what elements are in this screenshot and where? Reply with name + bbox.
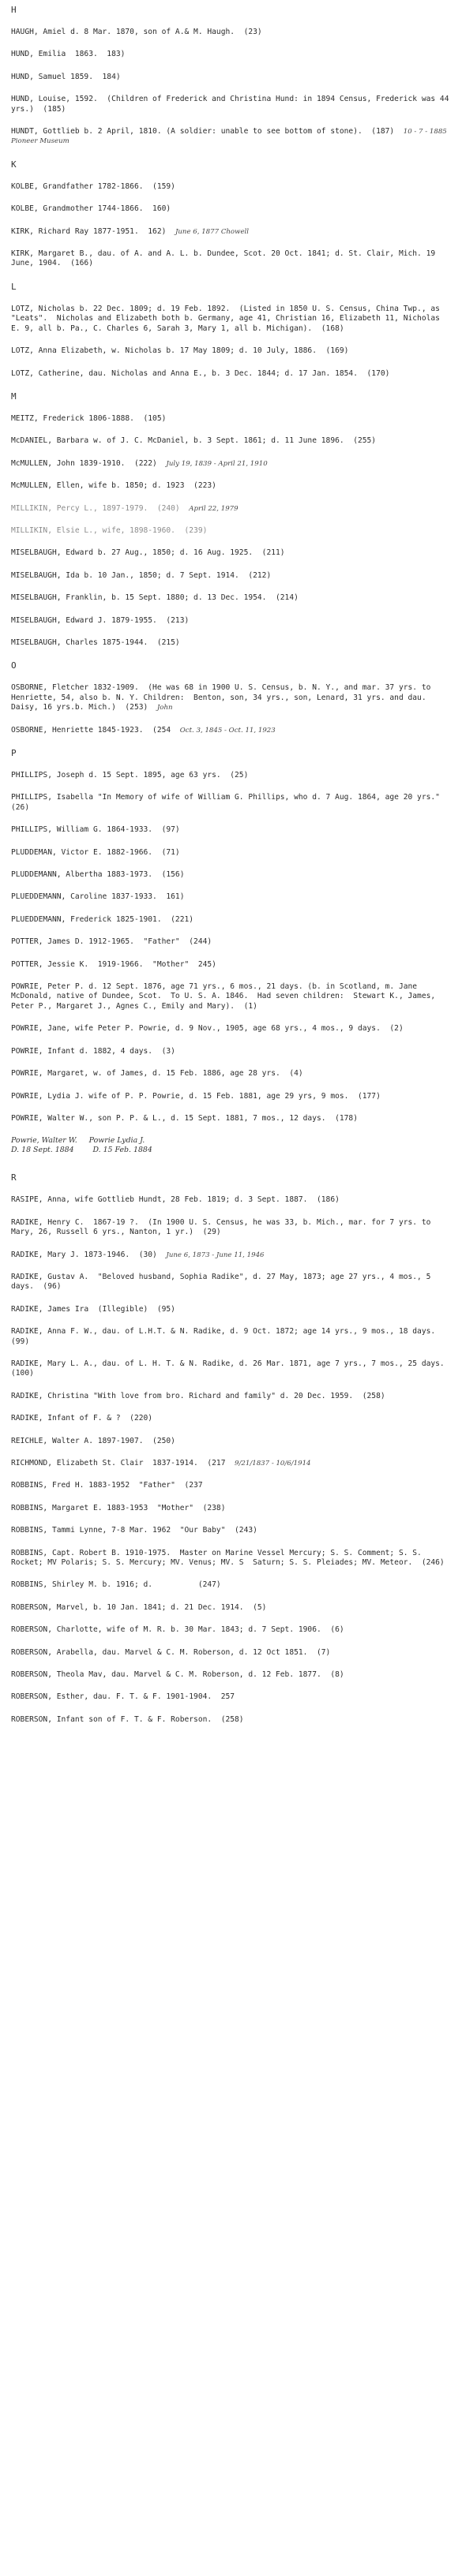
record-entry: [11, 1437, 453, 1446]
record-text: RADIKE, Infant of F. & ? (220): [11, 1414, 153, 1423]
section-letter: K: [11, 159, 17, 170]
record-text: RADIKE, Henry C. 1867-19 ?. (In 1900 U. S. Census, he was 33, b. Mich., mar. for 7 yrs. to Mary, 26, Russell 6 yrs., Nanton, 1 yr.) (29): [11, 1217, 436, 1237]
record-text: RADIKE, Christina "With love from bro. Richard and family" d. 20 Dec. 1959. (258): [11, 1391, 385, 1400]
record-entry: [11, 481, 453, 491]
record-text: RICHMOND, Elizabeth St. Clair 1837-1914. (217: [11, 1459, 226, 1467]
record-text: McMULLEN, John 1839-1910. (222): [11, 458, 157, 468]
record-text: ROBERSON, Marvel, b. 10 Jan. 1841; d. 21 Dec. 1914. (5): [11, 1602, 267, 1612]
record-entry: [11, 1069, 453, 1079]
record-entry: [11, 1526, 453, 1535]
record-entry: [11, 127, 453, 147]
record-text: ROBERSON, Arabella, dau. Marvel & C. M. Roberson, d. 12 Oct 1851. (7): [11, 1647, 331, 1657]
record-text: HUND, Samuel 1859. 184): [11, 72, 121, 81]
record-text: PHILLIPS, William G. 1864-1933. (97): [11, 825, 180, 835]
record-entry: [11, 1459, 453, 1468]
record-entry: [11, 414, 453, 424]
record-entry: [11, 526, 453, 536]
record-entry: [11, 50, 453, 59]
record-text: ROBBINS, Tammi Lynne, 7-8 Mar. 1962 "Our Baby" (243): [11, 1526, 257, 1535]
record-entry: [11, 204, 453, 214]
record-entry: [11, 548, 453, 558]
record-entry: [11, 937, 453, 947]
record-entry: [11, 182, 453, 192]
record-entry: [11, 1195, 453, 1205]
record-text: LOTZ, Catherine, dau. Nicholas and Anna E., b. 3 Dec. 1844; d. 17 Jan. 1854. (170): [11, 368, 390, 378]
record-entry: [11, 1092, 453, 1101]
handwritten-note: July 19, 1839 - April 21, 1910: [166, 459, 268, 468]
record-text: POWRIE, Peter P. d. 12 Sept. 1876, age 71 yrs., 6 mos., 21 days. (b. in Scotland, m. Jane McDonald, native of Dundee, Scot. To U. S. A. 1846. Had seven children: Stewart K., James, Peter P., Margaret J., Agnes C., Emily and Mary). (1): [11, 982, 440, 1011]
handwritten-note: June 6, 1877 Chowell: [175, 227, 250, 236]
record-text: POWRIE, Walter W., son P. P. & L., d. 15 Sept. 1881, 7 mos., 12 days. (178): [11, 1113, 358, 1123]
record-text: RASIPE, Anna, wife Gottlieb Hundt, 28 Feb. 1819; d. 3 Sept. 1887. (186): [11, 1195, 340, 1205]
record-text: ROBBINS, Shirley M. b. 1916; d. (247): [11, 1580, 221, 1590]
record-entry: [11, 1715, 453, 1725]
record-text: REICHLE, Walter A. 1897-1907. (250): [11, 1436, 175, 1445]
record-text: MEITZ, Frederick 1806-1888. (105): [11, 413, 167, 423]
record-entry: [11, 870, 453, 880]
record-entry: [11, 793, 453, 813]
handwritten-note: 9/21/1837 - 10/6/1914: [235, 1460, 311, 1467]
record-entry: [11, 305, 453, 334]
record-entry: [11, 825, 453, 835]
record-text: ROBBINS, Fred H. 1883-1952 "Father" (237: [11, 1481, 203, 1490]
section-letter: O: [11, 660, 17, 671]
record-text: PLUEDDEMANN, Caroline 1837-1933. 161): [11, 892, 185, 902]
record-entry: [11, 960, 453, 970]
record-entry: [11, 1481, 453, 1490]
section-letter: L: [11, 281, 17, 292]
record-text: MILLIKIN, Percy L., 1897-1979. (240): [11, 503, 180, 513]
record-entry: [11, 346, 453, 356]
section-letter: P: [11, 748, 17, 758]
record-text: MILLIKIN, Elsie L., wife, 1898-1960. (239): [11, 525, 208, 535]
record-text: POTTER, Jessie K. 1919-1966. "Mother" 245): [11, 959, 216, 969]
record-entry: [11, 638, 453, 648]
record-entry: [11, 1603, 453, 1613]
record-text: POTTER, James D. 1912-1965. "Father" (244): [11, 937, 212, 947]
record-entry: [11, 1549, 453, 1568]
record-text: LOTZ, Anna Elizabeth, w. Nicholas b. 17 May 1809; d. 10 July, 1886. (169): [11, 346, 349, 356]
record-entry: [11, 249, 453, 269]
record-text: KOLBE, Grandfather 1782-1866. (159): [11, 181, 175, 191]
record-entry: [11, 95, 453, 114]
record-text: HUND, Emilia 1863. 183): [11, 50, 126, 59]
record-entry: [11, 1114, 453, 1123]
record-text: RADIKE, Mary J. 1873-1946. (30): [11, 1250, 157, 1259]
record-text: ROBBINS, Capt. Robert B. 1910-1975. Master on Marine Vessel Mercury; S. S. Comment; S. S. Rocket; MV Polaris; S. S. Mercury; MV. Venus; MV. S Saturn; S. S. Pleiades; MV. Meteor. (246): [11, 1548, 445, 1568]
record-entry: [11, 227, 453, 237]
record-text: POWRIE, Margaret, w. of James, d. 15 Feb. 1886, age 28 yrs. (4): [11, 1069, 303, 1079]
record-entry: [11, 1580, 453, 1590]
record-text: MISELBAUGH, Ida b. 10 Jan., 1850; d. 7 Sept. 1914. (212): [11, 570, 272, 580]
record-entry: [11, 1327, 453, 1347]
record-entry: [11, 982, 453, 1011]
record-entry: [11, 504, 453, 514]
record-entry: [11, 1392, 453, 1401]
handwritten-note: June 6, 1873 - June 11, 1946: [166, 1251, 265, 1259]
record-text: HAUGH, Amiel d. 8 Mar. 1870, son of A.& M. Haugh. (23): [11, 28, 262, 36]
record-text: OSBORNE, Henriette 1845-1923. (254: [11, 725, 171, 735]
record-entry: [11, 616, 453, 626]
section-letter: H: [11, 5, 17, 15]
record-text: MISELBAUGH, Edward b. 27 Aug., 1850; d. 16 Aug. 1925. (211): [11, 548, 285, 558]
record-entry: [11, 436, 453, 446]
record-entry: [11, 593, 453, 603]
handwritten-note: April 22, 1979: [189, 504, 239, 513]
record-entry: [11, 1273, 453, 1292]
record-text: POWRIE, Infant d. 1882, 4 days. (3): [11, 1046, 175, 1056]
record-entry: [11, 915, 453, 925]
record-entry: [11, 1024, 453, 1034]
record-text: RADIKE, Anna F. W., dau. of L.H.T. & N. Radike, d. 9 Oct. 1872; age 14 yrs., 9 mos., 18 days. (99): [11, 1327, 445, 1346]
record-text: OSBORNE, Fletcher 1832-1909. (He was 68 in 1900 U. S. Census, b. N. Y., and mar. 37 yrs. to Henriette, 54, also b. N. Y. Children: Benton, son, 34 yrs., son, Lenard, 31 yrs. and dau. Daisy, 16 yrs.b. Mich.) (253): [11, 683, 436, 712]
record-text: ROBERSON, Charlotte, wife of M. R. b. 30 Mar. 1843; d. 7 Sept. 1906. (6): [11, 1625, 344, 1635]
record-entry: [11, 28, 453, 37]
record-text: KOLBE, Grandmother 1744-1866. 160): [11, 204, 171, 214]
document-page: [11, 5, 453, 1737]
record-entry: [11, 1648, 453, 1658]
section-letter: M: [11, 391, 17, 402]
record-entry: [11, 1218, 453, 1238]
record-text: MISELBAUGH, Charles 1875-1944. (215): [11, 637, 180, 647]
handwritten-annotation: Powrie, Walter W. Powrie Lydia J. D. 18 Sept. 1884 D. 15 Feb. 1884: [11, 1136, 152, 1155]
record-text: ROBERSON, Infant son of F. T. & F. Roberson. (258): [11, 1714, 244, 1724]
record-entry: [11, 1047, 453, 1056]
record-text: PLUDDEMANN, Albertha 1883-1973. (156): [11, 870, 185, 880]
record-entry: [11, 848, 453, 858]
record-entry: [11, 683, 453, 712]
record-text: RADIKE, James Ira (Illegible) (95): [11, 1304, 175, 1314]
record-entry: [11, 1359, 453, 1379]
record-entry: [11, 73, 453, 82]
record-entry: [11, 892, 453, 902]
record-text: MISELBAUGH, Franklin, b. 15 Sept. 1880; d. 13 Dec. 1954. (214): [11, 593, 299, 603]
record-entry: [11, 459, 453, 469]
record-entry: [11, 571, 453, 581]
record-text: LOTZ, Nicholas b. 22 Dec. 1809; d. 19 Feb. 1892. (Listed in 1850 U. S. Census, China Twp., as "Leats". Nicholas and Elizabeth both b. Germany, age 41, Christian 16, Elizabeth 11, Nicholas E. 9, all b. Pa., C. Charles 6, Sarah 3, Mary 1, all b. Michigan). (168): [11, 304, 445, 333]
handwritten-note: Oct. 3, 1845 - Oct. 11, 1923: [179, 726, 276, 735]
record-text: RADIKE, Gustav A. "Beloved husband, Sophia Radike", d. 27 May, 1873; age 27 yrs., 4 mos., 5 days. (96): [11, 1272, 436, 1292]
record-text: KIRK, Richard Ray 1877-1951. 162): [11, 226, 167, 236]
handwritten-note: John: [156, 704, 173, 712]
record-text: RADIKE, Mary L. A., dau. of L. H. T. & N. Radike, d. 26 Mar. 1871, age 7 yrs., 7 mos., 25 days. (100): [11, 1359, 454, 1378]
record-text: PLUDDEMAN, Victor E. 1882-1966. (71): [11, 847, 180, 857]
record-text: MISELBAUGH, Edward J. 1879-1955. (213): [11, 615, 190, 625]
record-text: PHILLIPS, Isabella "In Memory of wife of William G. Phillips, who d. 7 Aug. 1864, age 20 yrs." (26): [11, 793, 449, 812]
record-text: McDANIEL, Barbara w. of J. C. McDaniel, b. 3 Sept. 1861; d. 11 June 1896. (255): [11, 436, 377, 446]
record-entry: [11, 1670, 453, 1680]
record-text: ROBBINS, Margaret E. 1883-1953 "Mother" (238): [11, 1503, 226, 1512]
record-entry: [11, 1414, 453, 1423]
record-entry: [11, 1625, 453, 1635]
record-text: McMULLEN, Ellen, wife b. 1850; d. 1923 (223): [11, 481, 216, 491]
record-entry: [11, 1251, 453, 1260]
record-entry: [11, 1692, 453, 1702]
record-entry: [11, 726, 453, 735]
record-entry: [11, 771, 453, 780]
record-entry: [11, 1504, 453, 1513]
record-text: ROBERSON, Theola Mav, dau. Marvel & C. M. Roberson, d. 12 Feb. 1877. (8): [11, 1670, 344, 1680]
record-text: HUNDT, Gottlieb b. 2 April, 1810. (A soldier: unable to see bottom of stone). (187): [11, 127, 395, 136]
record-text: PHILLIPS, Joseph d. 15 Sept. 1895, age 63 yrs. (25): [11, 771, 249, 780]
handwritten-note: 10 - 7 - 1885 Pioneer Museum: [11, 128, 449, 146]
record-text: KIRK, Margaret B., dau. of A. and A. L. b. Dundee, Scot. 20 Oct. 1841; d. St. Clair, Mich. 19 June, 1904. (166): [11, 249, 440, 268]
record-text: POWRIE, Lydia J. wife of P. P. Powrie, d. 15 Feb. 1881, age 29 yrs, 9 mos. (177): [11, 1091, 381, 1101]
record-entry: [11, 1305, 453, 1314]
record-entry: [11, 369, 453, 379]
record-text: ROBERSON, Esther, dau. F. T. & F. 1901-1904. 257: [11, 1692, 235, 1702]
record-text: PLUEDDEMANN, Frederick 1825-1901. (221): [11, 914, 194, 924]
section-letter: R: [11, 1172, 17, 1183]
record-text: HUND, Louise, 1592. (Children of Frederick and Christina Hund: in 1894 Census, Frederick was 44 yrs.) (185): [11, 95, 454, 114]
record-text: POWRIE, Jane, wife Peter P. Powrie, d. 9 Nov., 1905, age 68 yrs., 4 mos., 9 days. (2): [11, 1024, 404, 1034]
